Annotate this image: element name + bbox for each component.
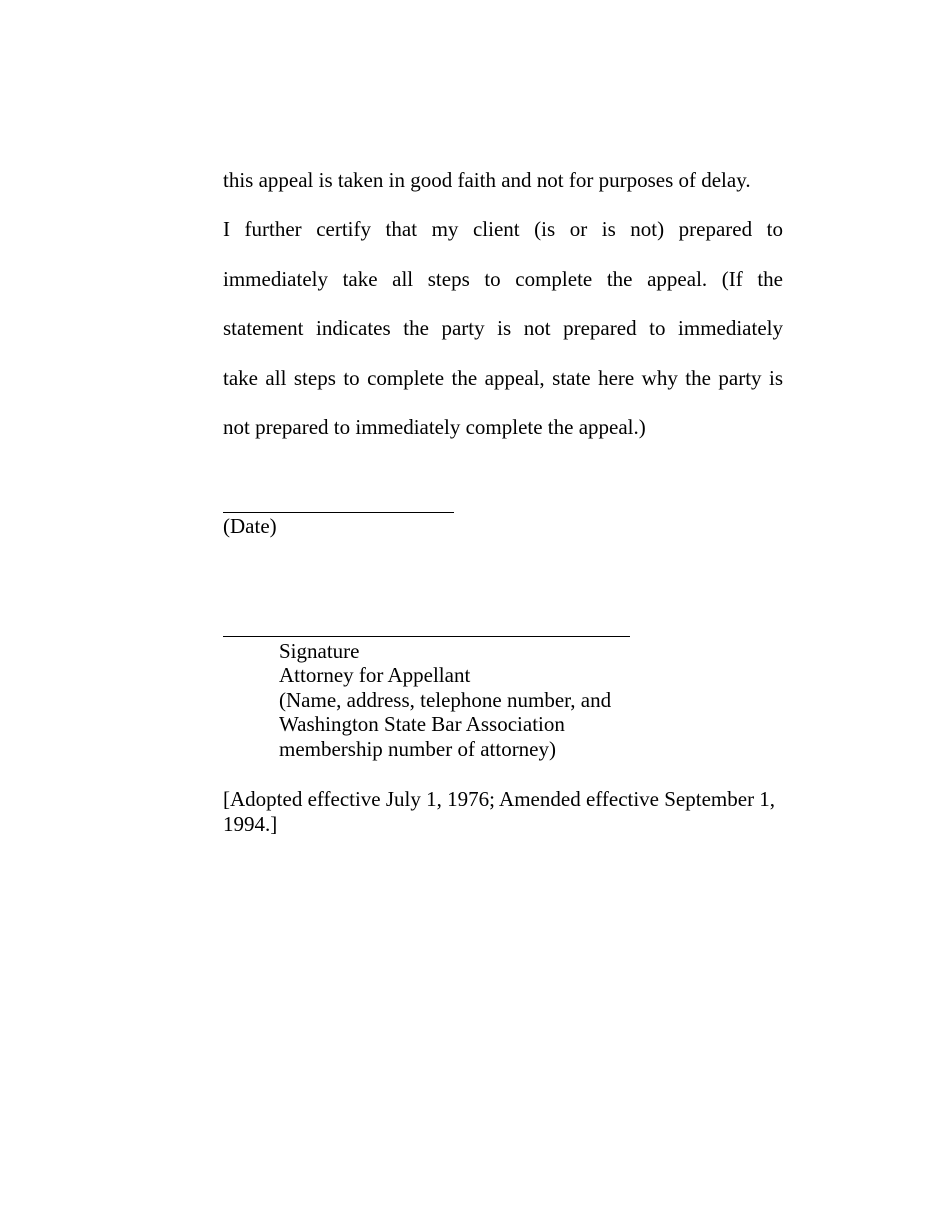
certify-line-3: statement indicates the party is not prepared to immediately — [223, 316, 783, 340]
attorney-details-line-3: membership number of attorney) — [279, 737, 556, 761]
date-rule — [223, 512, 454, 513]
body-line-1: this appeal is taken in good faith and not for purposes of delay. — [223, 168, 751, 192]
attorney-details-line-1: (Name, address, telephone number, and — [279, 688, 612, 712]
history-note: [Adopted effective July 1, 1976; Amended effective September 1, 1994.] — [223, 787, 776, 836]
attorney-details-line-2: Washington State Bar Association — [279, 712, 565, 736]
attorney-label: Attorney for Appellant — [279, 663, 471, 687]
signature-label: Signature — [279, 639, 360, 663]
signature-rule — [223, 636, 630, 637]
certify-line-5: not prepared to immediately complete the appeal.) — [223, 415, 646, 439]
date-label: (Date) — [223, 514, 277, 538]
certify-line-4: take all steps to complete the appeal, state here why the party is — [223, 366, 783, 390]
certify-line-2: immediately take all steps to complete the appeal. (If the — [223, 267, 783, 291]
certify-line-1: I further certify that my client (is or is not) prepared to — [223, 217, 783, 241]
